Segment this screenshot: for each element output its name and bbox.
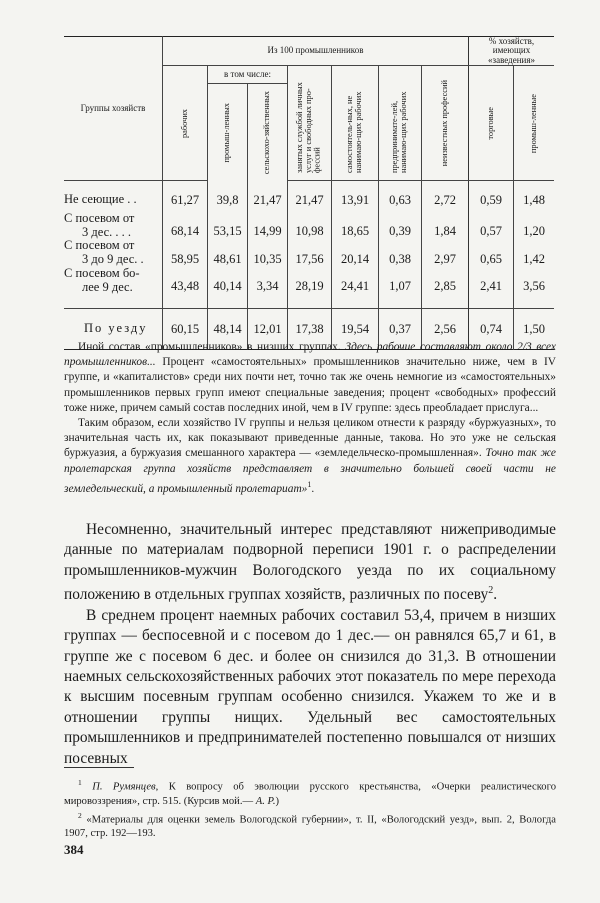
cell: 1,48 [514,189,555,212]
cell: 2,97 [422,239,469,267]
cell: 0,65 [469,239,514,267]
cell: 24,41 [332,267,379,295]
cell: 43,48 [163,267,208,295]
cell: 40,14 [208,267,248,295]
small-paragraph: Таким образом, если хозяйство IV группы и нельзя целиком отнести к разряду «буржуазных», то значительная часть их, как показывают приведенные данные, такова. Но это уже не сельская буржуазия, а буржуазия смешанного характера — «земледельческо-промышленная». Точно так же пролетарская группа хозяйств представляет в значительно большей своей части не земледельческий, а промышленный пролетариат»$^1$. [64,417,556,495]
table-row [64,189,554,212]
cell: 2,72 [422,189,469,212]
cell: 2,41 [469,267,514,295]
statistics-table [64,36,554,350]
cell: 48,61 [208,239,248,267]
cell: 17,38 [288,309,332,350]
cell: 68,14 [163,212,208,240]
cell: 61,27 [163,189,208,212]
page-number: 384 [64,842,84,857]
cell: 53,15 [208,212,248,240]
cell: 2,85 [422,267,469,295]
cell: 3,34 [248,267,288,295]
cell: 21,47 [288,189,332,212]
cell: 10,35 [248,239,288,267]
row-label: С посевом бо- лее 9 дес. [64,265,140,294]
cell: 0,59 [469,189,514,212]
cell: 58,95 [163,239,208,267]
cell: 21,47 [248,189,288,212]
cell: 20,14 [332,239,379,267]
cell: 0,38 [379,239,422,267]
col-header-workers: рабочих [163,66,208,181]
cell: 1,50 [514,309,555,350]
col-header-industrial-est: промыш-ленные [514,66,555,181]
footnote: $^2$ «Материалы для оценки земель Вологодской губернии», т. II, «Вологодский уезд», вып. 2, Вологда 1907, стр. 192—193. [64,810,556,840]
col-header-independent: самостоятель-ных, не нанимаю-щих рабочих [332,66,379,181]
main-header: Из 100 промышленников [163,37,469,66]
footnote: $^1$ П. Румянцев, К вопросу об эволюции русского крестьянства, «Очерки реалистического мировоззрения», стр. 515. (Курсив мой.— А. Р.) [64,778,556,807]
table-row [64,239,554,267]
cell: 17,56 [288,239,332,267]
cell: 12,01 [248,309,288,350]
right-header: % хозяйств, имеющих «заведения» [469,37,555,66]
sub-header-group [208,66,288,181]
cell: 14,99 [248,212,288,240]
main-text [64,520,556,769]
table-row [64,212,554,240]
footnote-divider [64,767,134,768]
quoted-small-print [64,340,556,497]
footnotes [64,776,556,841]
col-group-header: Группы хозяйств [64,37,163,181]
cell: 1,07 [379,267,422,295]
cell: 0,37 [379,309,422,350]
small-paragraph: Иной состав «промышленников» в низших группах. Здесь рабочие составляют около 2/3 всех промышленников... Процент «самостоятельных» промышленников значительно ниже, чем в IV группе, и «капиталистов» среди них почти нет, точно так же очень немногие из «самостоятельных» промышленников первых групп имеют специальные заведения; процент «свободных» профессий тоже ниже, причем самый состав последних иной, чем в IV группе: здесь преобладает прислуга... [64,341,556,414]
cell: 28,19 [288,267,332,295]
cell: 39,8 [208,189,248,212]
cell: 60,15 [163,309,208,350]
col-header-unknown: неизвестных профессий [422,66,469,181]
col-header-entrepreneurs: предпринимате-лей, нанимаю-щих рабочих [379,66,422,181]
col-header-trade: торговые [469,66,514,181]
sub-header: в том числе: [208,66,287,84]
cell: 48,14 [208,309,248,350]
body-paragraph: Несомненно, значительный интерес представляют нижеприводимые данные по материалам подворной переписи 1901 г. о распределении промышленников-мужчин Вологодского уезда по их социальному положению в отдельных группах хозяйств, различных по посеву$^2$. [64,521,556,604]
col-header-services: занятых службой личных услуг и свободных про-фессий [288,66,332,181]
col-header-agricultural: сельскохо-зяйственных [247,84,287,180]
cell: 18,65 [332,212,379,240]
cell: 3,56 [514,267,555,295]
cell: 0,74 [469,309,514,350]
total-label: По уезду [64,309,163,350]
body-paragraph: В среднем процент наемных рабочих составил 53,4, причем в низших группах — беспосевной и с посевом до 1 дес.— он равнялся 65,7 и 61, в группе же с посевом 6 дес. и более он снизился до 31,3. В отношении наемных сельскохозяйственных рабочих этот показатель по мере перехода к высшим посевным группам особенно снизился. Укажем то же и в отношении группы нищих. Удельный вес самостоятельных промышленников и предпринимателей постепенно повышался от низших посевных [64,606,556,767]
cell: 1,84 [422,212,469,240]
cell: 13,91 [332,189,379,212]
cell: 1,20 [514,212,555,240]
cell: 10,98 [288,212,332,240]
cell: 0,63 [379,189,422,212]
col-header-industrial: промыш-ленных [222,102,232,163]
cell: 19,54 [332,309,379,350]
cell: 0,39 [379,212,422,240]
cell: 0,57 [469,212,514,240]
row-label: С посевом от 3 до 9 дес. . [64,238,144,267]
cell: 1,42 [514,239,555,267]
row-label: Не сеющие . . [64,192,137,207]
row-label: С посевом от 3 дес. . . . [64,210,135,239]
table-row [64,267,554,295]
cell: 2,56 [422,309,469,350]
